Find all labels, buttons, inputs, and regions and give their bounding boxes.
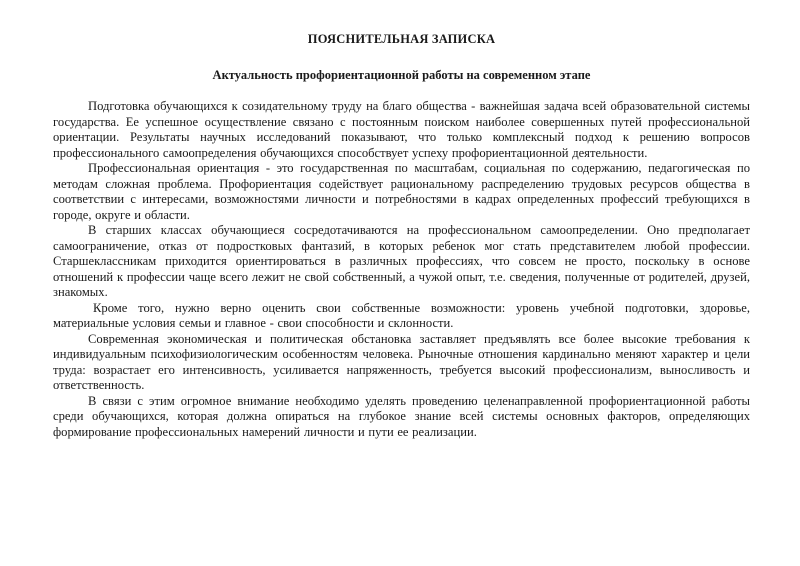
paragraph-1: Подготовка обучающихся к созидательному труду на благо общества - важнейшая задача всей образовательной системы государства. Ее успешное осуществление связано с постоянным поиском наиболее совершенных путей профессиональной ориентации. Результаты научных исследований показывают, что только комплексный подход к решению вопросов профессионального самоопределения обучающихся способствует успеху профориентационной деятельности. [53, 99, 750, 160]
document-page [53, 32, 750, 440]
document-title: ПОЯСНИТЕЛЬНАЯ ЗАПИСКА [307, 32, 496, 46]
paragraph-2: Профессиональная ориентация - это государственная по масштабам, социальная по содержанию, педагогическая по методам сложная проблема. Профориентация содействует рациональному распределению трудовых ресурсов общества в соответствии с интересами, возможностями личности и потребностями в кадрах определенных профессий требующихся в городе, округе и области. [53, 161, 750, 222]
paragraph-3: В старших классах обучающиеся сосредотачиваются на профессиональном самоопределении. Оно предполагает самоограничение, отказ от подростковых фантазий, в которых ребенок мог стать представителем любой профессии. Старшеклассникам приходится ориентироваться в различных профессиях, что совсем не просто, поскольку в основе отношений к профессии чаще всего лежит не свой собственный, а чужой опыт, т.е. сведения, полученные от родителей, друзей, знакомых. [53, 223, 750, 299]
paragraph-4: Кроме того, нужно верно оценить свои собственные возможности: уровень учебной подготовки, здоровье, материальные условия семьи и главное - свои способности и склонности. [53, 300, 750, 330]
paragraph-6: В связи с этим огромное внимание необходимо уделять проведению целенаправленной профориентационной работы среди обучающихся, которая должна опираться на глубокое знание всей системы основных факторов, определяющих формирование профессиональных намерений личности и пути ее реализации. [53, 393, 750, 439]
document-subtitle: Актуальность профориентационной работы на современном этапе [212, 68, 591, 82]
paragraph-5: Современная экономическая и политическая обстановка заставляет предъявлять все более высокие требования к индивидуальным психофизиологическим особенностям человека. Рыночные отношения кардинально меняют характер и цели труда: возрастает его интенсивность, усиливается напряженность, требуется высокий профессионализм, выносливость и ответственность. [53, 331, 750, 392]
